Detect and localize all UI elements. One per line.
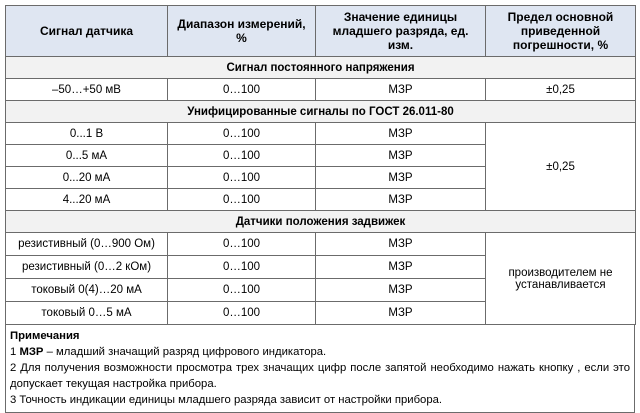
unit-cell: МЗР [316,233,486,256]
table-row [6,233,636,256]
notes-block [5,325,635,413]
section-header-row [6,211,636,233]
section-title: Датчики положения задвижек [6,211,636,233]
section-header-row [6,101,636,123]
header-range: Диапазон измерений, % [168,6,316,57]
unit-cell: МЗР [316,167,486,189]
signal-cell: –50…+50 мВ [6,79,168,101]
unit-cell: МЗР [316,145,486,167]
note-1-term: МЗР [19,346,44,358]
signal-cell: токовый 0…5 мА [6,302,168,325]
header-signal: Сигнал датчика [6,6,168,57]
signal-cell: 4...20 мА [6,189,168,211]
signal-cell: резистивный (0…900 Ом) [6,233,168,256]
range-cell: 0…100 [168,302,316,325]
range-cell: 0…100 [168,256,316,279]
spec-table [5,5,636,325]
header-unit: Значение единицы младшего разряда, ед. изм. [316,6,486,57]
section-title: Унифицированные сигналы по ГОСТ 26.011-80 [6,101,636,123]
signal-cell: резистивный (0…2 кОм) [6,256,168,279]
note-1-number: 1 [10,346,17,358]
unit-cell: МЗР [316,256,486,279]
section-header-row [6,57,636,79]
signal-cell: токовый 0(4)…20 мА [6,279,168,302]
signal-cell: 0...20 мА [6,167,168,189]
section-title: Сигнал постоянного напряжения [6,57,636,79]
note-3: 3 Точность индикации единицы младшего разряда зависит от настройки прибора. [10,394,443,406]
error-cell: производителем не устанавливается [486,233,636,325]
header-error: Предел основной приведенной погрешности, % [486,6,636,57]
unit-cell: МЗР [316,123,486,145]
range-cell: 0…100 [168,189,316,211]
signal-cell: 0...5 мА [6,145,168,167]
range-cell: 0…100 [168,167,316,189]
error-cell: ±0,25 [486,79,636,101]
note-2: 2 Для получения возможности просмотра трех значащих цифр после запятой необходимо нажать кнопку , если это допускает текущая настройка прибора. [10,362,630,390]
table-row [6,123,636,145]
range-cell: 0…100 [168,233,316,256]
note-1-text: – младший значащий разряд цифрового индикатора. [43,346,327,358]
unit-cell: МЗР [316,189,486,211]
range-cell: 0…100 [168,123,316,145]
unit-cell: МЗР [316,79,486,101]
range-cell: 0…100 [168,279,316,302]
signal-cell: 0...1 В [6,123,168,145]
spec-table-container [5,5,635,413]
table-header-row [6,6,636,57]
table-row [6,79,636,101]
error-cell: ±0,25 [486,123,636,211]
range-cell: 0…100 [168,145,316,167]
notes-title: Примечания [10,330,80,342]
range-cell: 0…100 [168,79,316,101]
unit-cell: МЗР [316,302,486,325]
note-1 [10,344,630,360]
unit-cell: МЗР [316,279,486,302]
